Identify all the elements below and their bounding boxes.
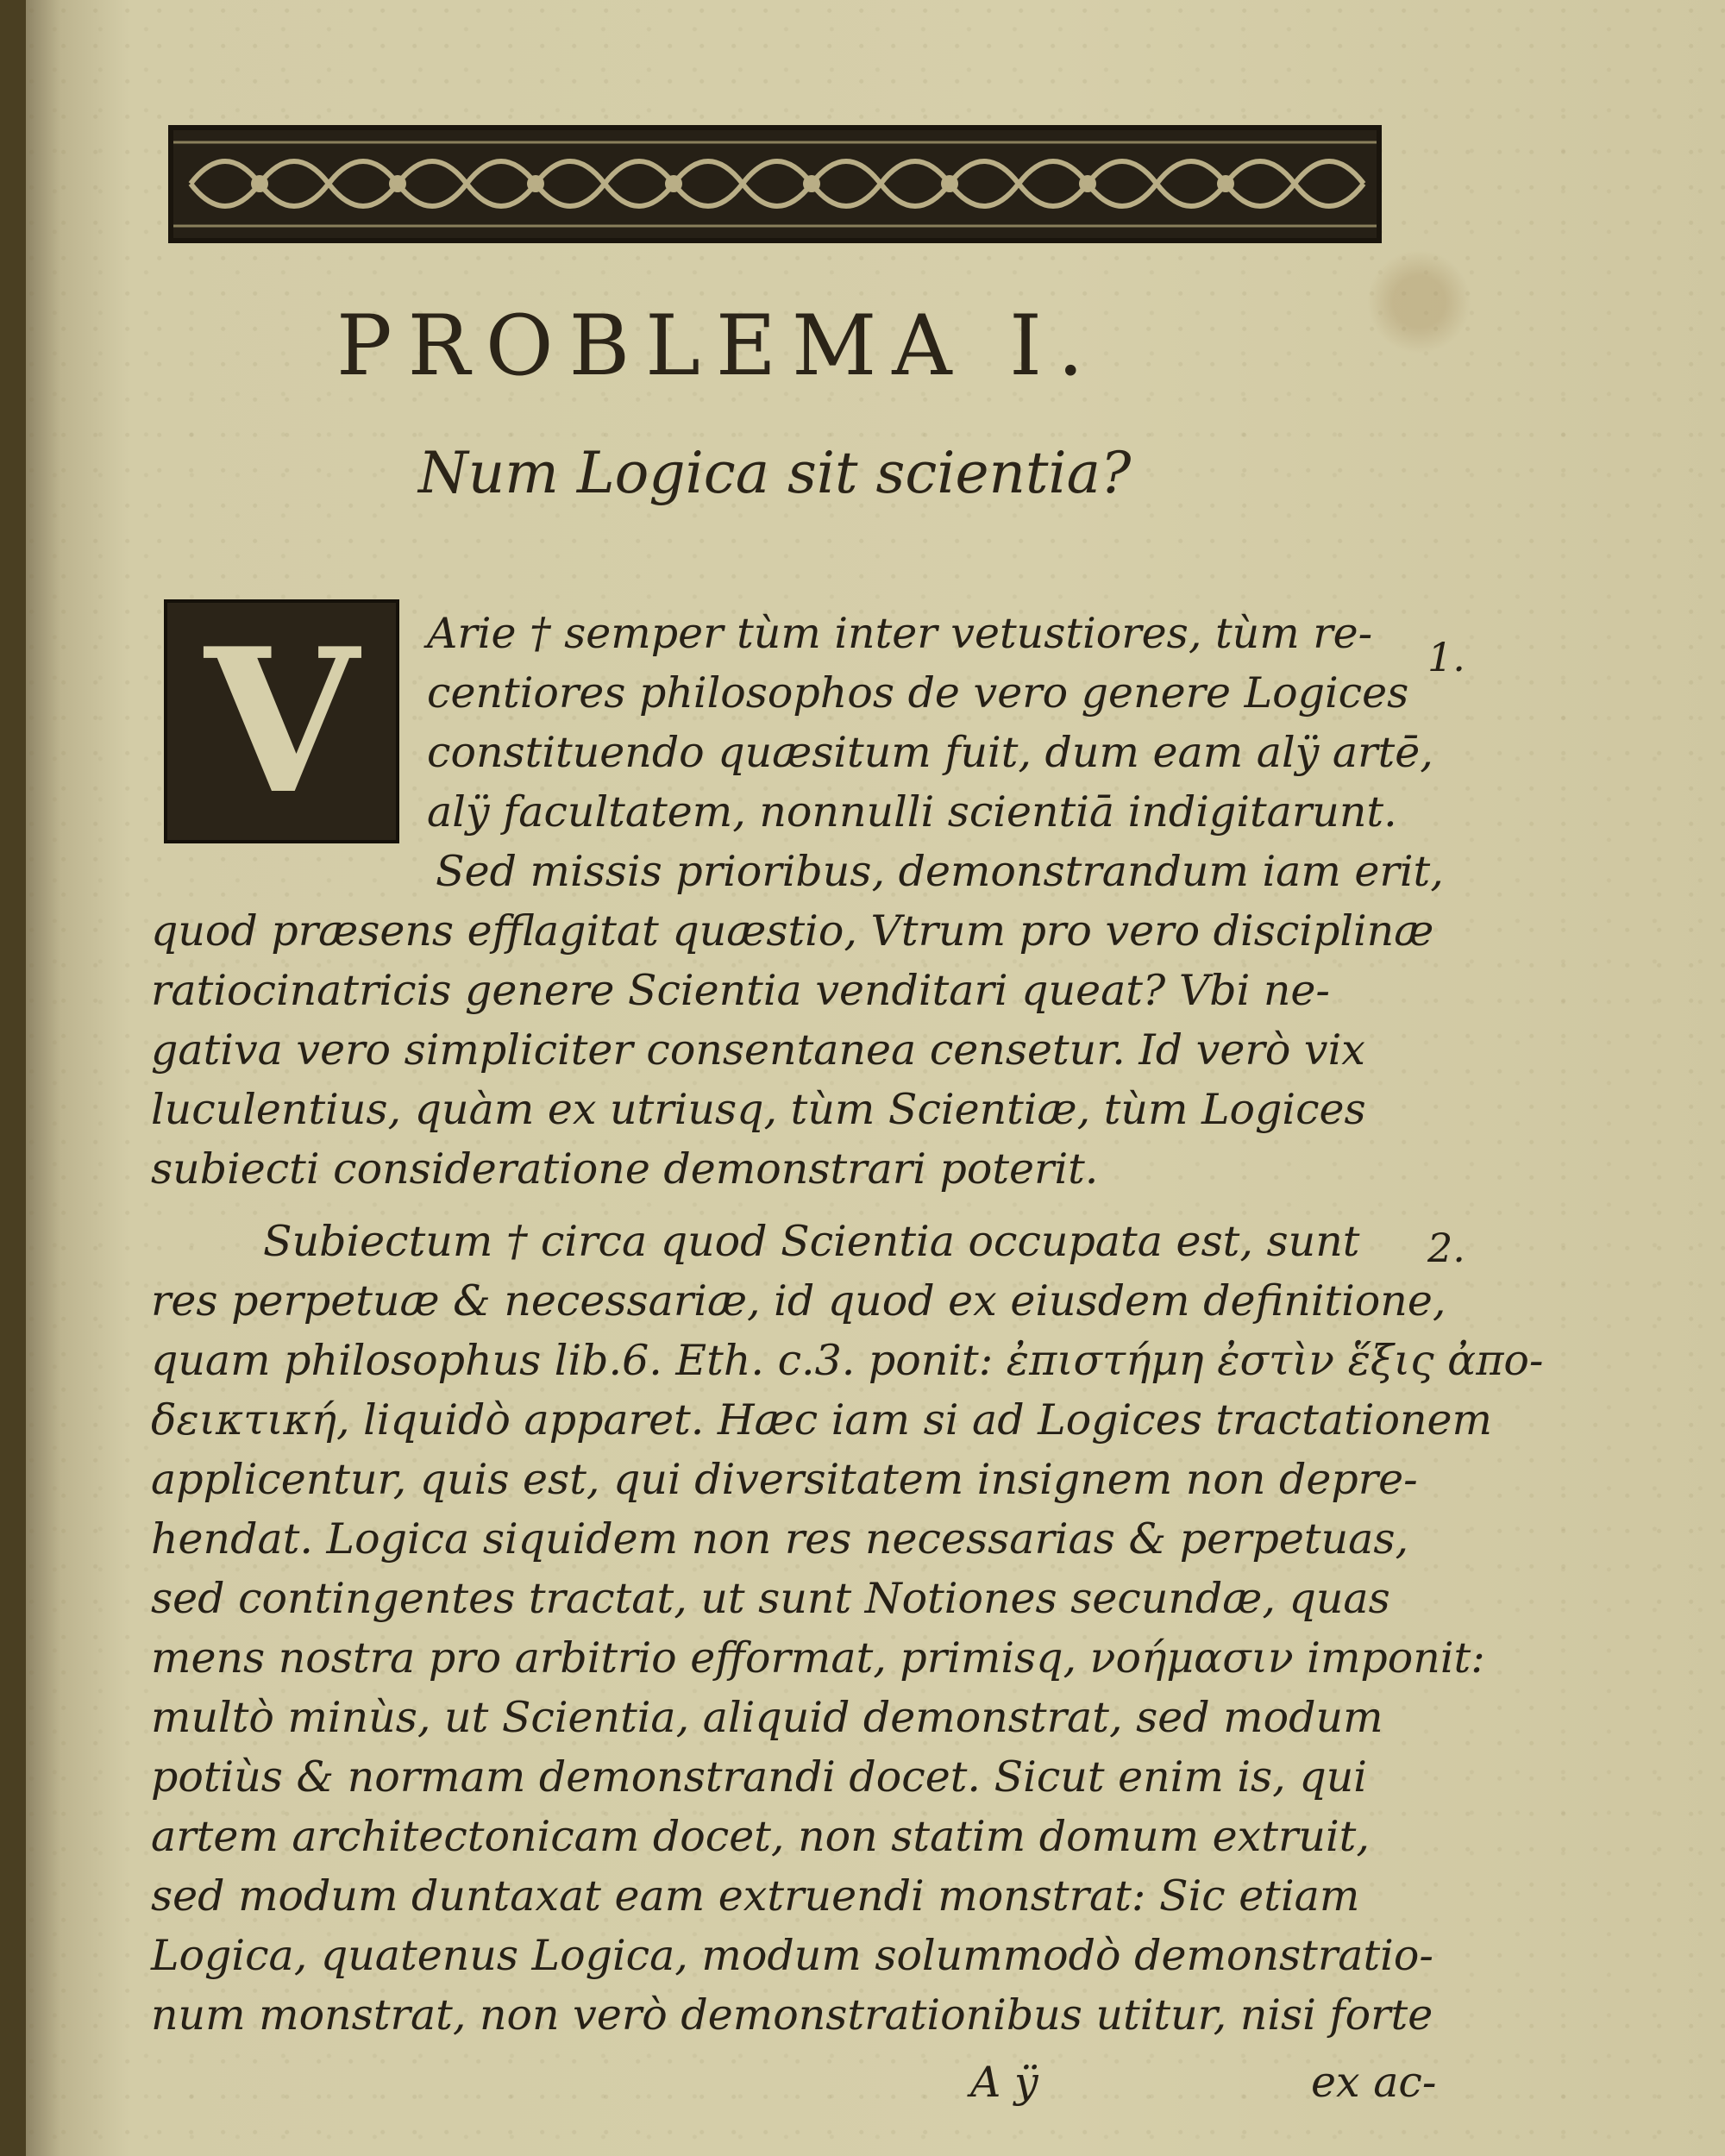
- text-line: artem architectonicam docet, non statim domum extruit,: [151, 1812, 1370, 1861]
- text-line: Arie † semper tùm inter vetustiores, tùm re-: [427, 609, 1373, 658]
- text-line: Logica, quatenus Logica, modum solummodò demonstratio-: [151, 1931, 1433, 1980]
- text-line: multò minùs, ut Scientia, aliquid demonstrat, sed modum: [151, 1693, 1383, 1742]
- page-subtitle: Num Logica sit scientia?: [418, 440, 1132, 506]
- text-line: constituendo quæsitum fuit, dum eam alÿ artē,: [427, 728, 1433, 777]
- text-line: alÿ facultatem, nonnulli scientiā indigitarunt.: [427, 787, 1397, 837]
- text-line: gativa vero simpliciter consentanea censetur. Id verò vix: [151, 1025, 1365, 1075]
- text-line: quam philosophus lib.6. Eth. c.3. ponit: ἐπιστήμη ἐστὶν ἕξις ἀπο-: [151, 1336, 1544, 1385]
- margin-number: 1.: [1427, 634, 1465, 680]
- text-line: subiecti consideratione demonstrari poterit.: [151, 1144, 1099, 1194]
- text-line: centiores philosophos de vero genere Logices: [427, 668, 1409, 718]
- text-line: mens nostra pro arbitrio efformat, primisq, νοήμασιν imponit:: [151, 1633, 1485, 1683]
- text-line: hendat. Logica siquidem non res necessarias & perpetuas,: [151, 1514, 1409, 1564]
- text-line: num monstrat, non verò demonstrationibus utitur, nisi forte: [151, 1990, 1433, 2040]
- text-line: quod præsens efflagitat quæstio, Vtrum pro vero disciplinæ: [151, 906, 1434, 956]
- catchword: ex ac-: [1311, 2058, 1437, 2107]
- headpiece-pattern-icon: [173, 130, 1377, 238]
- text-line: res perpetuæ & necessariæ, id quod ex eiusdem definitione,: [151, 1276, 1446, 1326]
- page-title: PROBLEMA I.: [336, 298, 1100, 394]
- text-line: potiùs & normam demonstrandi docet. Sicut enim is, qui: [151, 1752, 1367, 1802]
- text-line: sed modum duntaxat eam extruendi monstrat: Sic etiam: [151, 1871, 1360, 1921]
- text-line: applicentur, quis est, qui diversitatem insignem non depre-: [151, 1455, 1418, 1504]
- text-line: Sed missis prioribus, demonstrandum iam erit,: [436, 847, 1444, 896]
- text-line: sed contingentes tractat, ut sunt Notiones secundæ, quas: [151, 1574, 1390, 1623]
- show-through-text: [1535, 0, 1725, 2156]
- initial-letter: V: [204, 605, 359, 838]
- signature-mark: A ÿ: [970, 2058, 1038, 2107]
- book-page: [26, 0, 1725, 2156]
- ornamental-headpiece: [168, 125, 1382, 243]
- margin-number: 2.: [1427, 1225, 1465, 1271]
- text-line: luculentius, quàm ex utriusq, tùm Scientiæ, tùm Logices: [151, 1085, 1366, 1134]
- text-line: δεικτική, liquidò apparet. Hæc iam si ad Logices tractationem: [151, 1395, 1492, 1445]
- text-line: ratiocinatricis genere Scientia venditari queat? Vbi ne-: [151, 966, 1330, 1015]
- decorated-initial: [164, 599, 399, 843]
- text-line: Subiectum † circa quod Scientia occupata est, sunt: [263, 1217, 1360, 1266]
